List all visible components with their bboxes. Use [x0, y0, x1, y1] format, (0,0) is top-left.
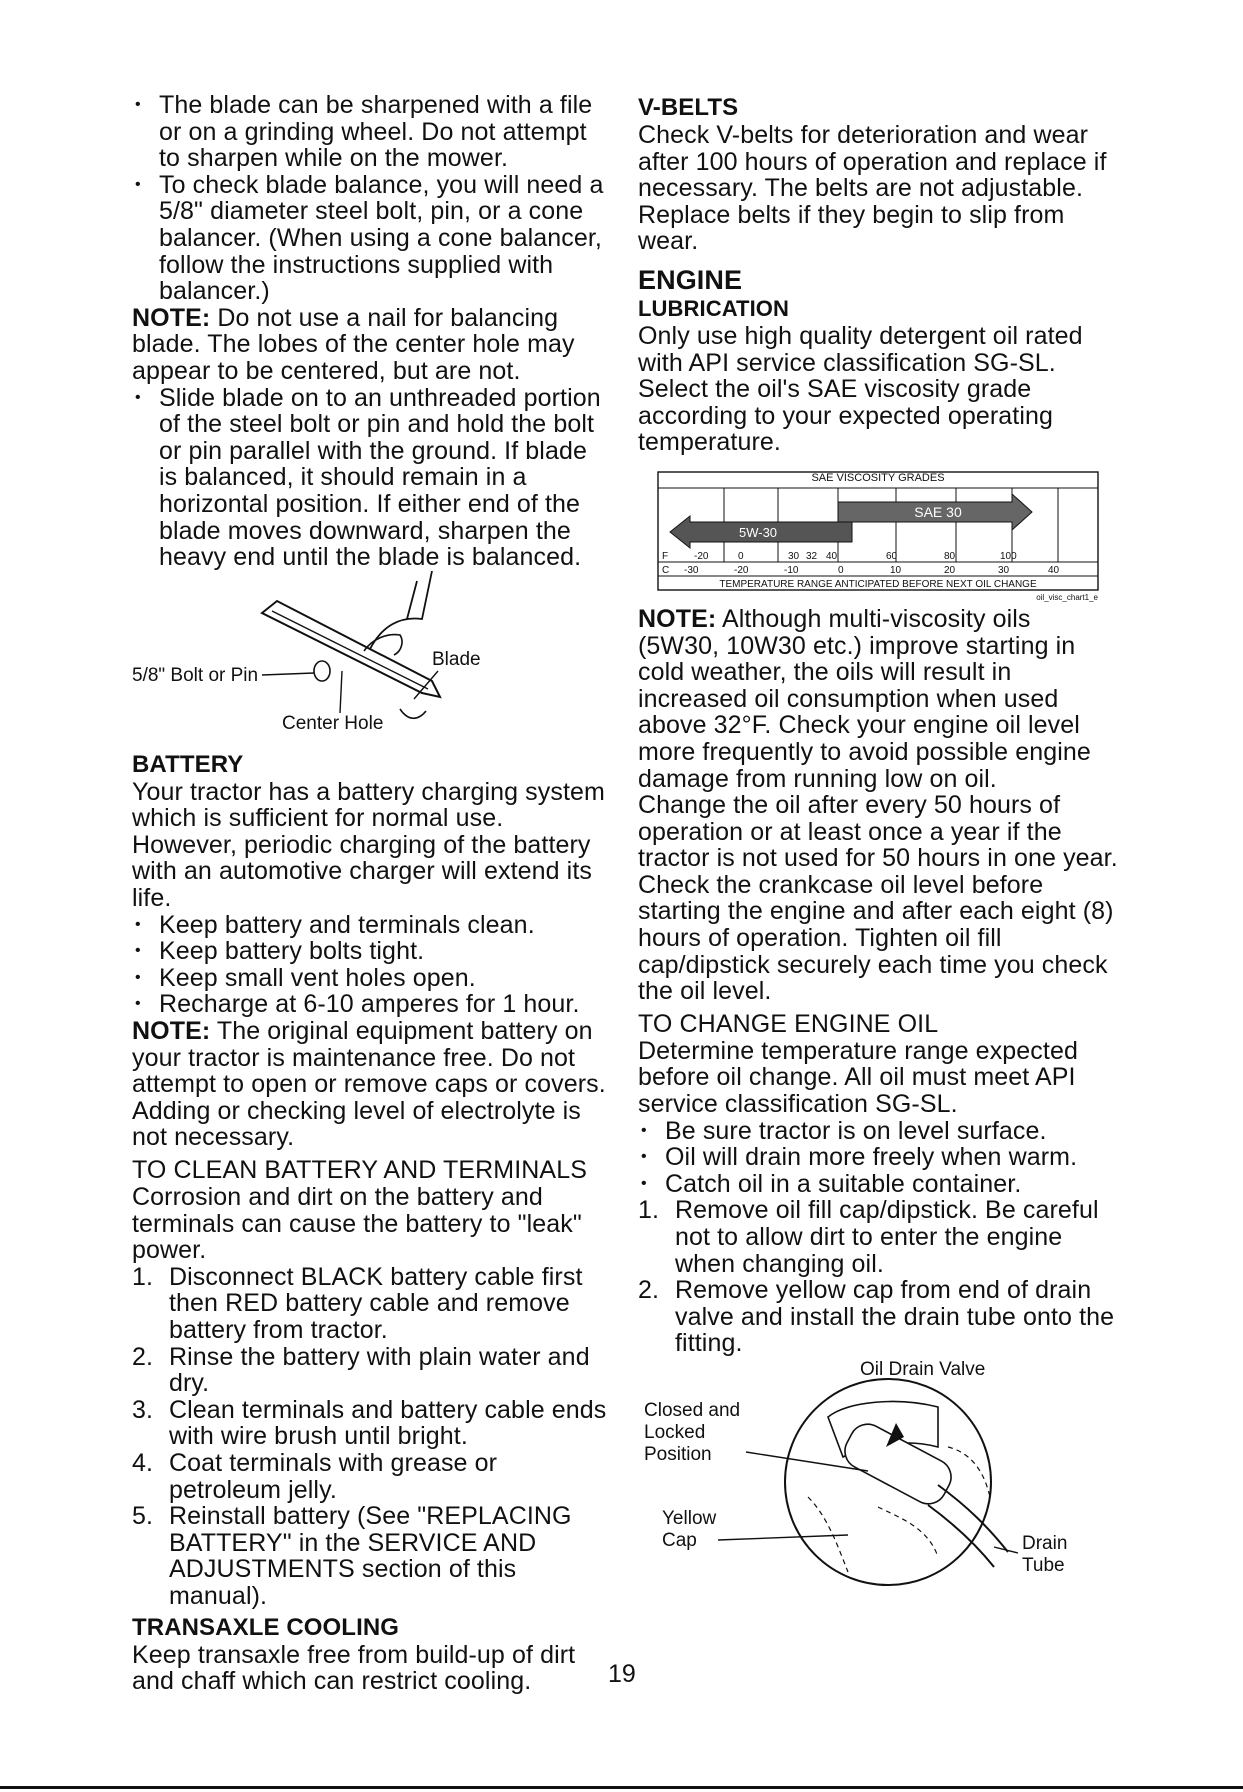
oil-drain-figure — [638, 1357, 1118, 1597]
clean-step — [132, 1397, 612, 1450]
bolt-shape — [314, 661, 330, 681]
bullet-slide-blade: • Slide blade on to an unthreaded portion of the steel bolt or pin and hold the bolt or pin parallel with the ground. If blade is balanced, it should remain in a horizontal position. If either end of the blade moves downward, sharpen the heavy end until the blade is balanced. — [132, 385, 612, 571]
blade-balance-figure — [132, 571, 612, 751]
step-text: Clean terminals and battery cable ends with wire brush until bright. — [169, 1395, 607, 1451]
note-maintenance — [132, 1018, 612, 1151]
sae-chart-svg — [638, 466, 1118, 606]
c-tick-label: 10 — [890, 564, 902, 576]
chart-footer: TEMPERATURE RANGE ANTICIPATED BEFORE NEXT OIL CHANGE — [719, 578, 1037, 590]
change-bullet: • Oil will drain more freely when warm. — [638, 1144, 1118, 1171]
right-column — [638, 92, 1118, 1597]
note-label: NOTE: — [638, 604, 717, 633]
clean-step — [132, 1344, 612, 1397]
battery-bullet: • Keep battery and terminals clean. — [132, 912, 612, 939]
c-axis-label: C — [662, 564, 670, 576]
step-number: 4. — [132, 1448, 154, 1477]
c-tick-label: -30 — [684, 564, 699, 576]
battery-heading: BATTERY — [132, 750, 244, 778]
battery-text: Your tractor has a battery charging system which is sufficient for normal use. However, periodic charging of the battery with an automotive charger will extend its life. — [132, 777, 605, 913]
change-bullet: • Be sure tractor is on level surface. — [638, 1118, 1118, 1145]
blade-balance-illustration — [132, 571, 612, 751]
f-tick-label: 80 — [944, 550, 956, 562]
step-text: Coat terminals with grease or petroleum jelly. — [169, 1448, 498, 1504]
oil-drain-illustration — [638, 1357, 1118, 1597]
vbelts-text: Check V-belts for deterioration and wear after 100 hours of operation and replace if necessary. The belts are not adjustable. Replace belts if they begin to slip from wear. — [638, 121, 1107, 256]
step-number: 3. — [132, 1395, 154, 1424]
change-step — [638, 1277, 1118, 1357]
f-tick-label: 100 — [1000, 550, 1017, 562]
step-text: Remove yellow cap from end of drain valve and install the drain tube onto the fitting. — [675, 1276, 1115, 1358]
label-sae30: SAE 30 — [914, 503, 962, 520]
change-oil-heading: TO CHANGE ENGINE OIL — [638, 1009, 939, 1038]
step-text: Rinse the battery with plain water and dry. — [169, 1342, 590, 1398]
label-tube: Tube — [1022, 1554, 1065, 1576]
clean-battery-text: Corrosion and dirt on the battery and terminals can cause the battery to "leak" power. — [132, 1183, 582, 1265]
label-bolt: 5/8" Bolt or Pin — [132, 664, 259, 686]
label-blade: Blade — [432, 648, 481, 670]
step-number: 2. — [638, 1276, 660, 1305]
clean-step — [132, 1264, 612, 1344]
label-cap: Cap — [662, 1529, 697, 1551]
battery-bullet: • Recharge at 6-10 amperes for 1 hour. — [132, 991, 612, 1018]
step-text: Reinstall battery (See "REPLACING BATTERY" in the SERVICE AND ADJUSTMENTS section of this manual). — [169, 1502, 572, 1610]
transaxle-text: Keep transaxle free from build-up of dirt and chaff which can restrict cooling. — [132, 1640, 576, 1696]
c-tick-label: 30 — [998, 564, 1010, 576]
label-oil-drain-valve: Oil Drain Valve — [860, 1358, 986, 1380]
note-multiviscosity — [638, 606, 1118, 792]
sae-viscosity-chart — [638, 466, 1118, 606]
bottom-rule — [0, 1786, 1243, 1789]
label-locked: Locked — [644, 1421, 706, 1443]
change-oil-intro: Determine temperature range expected before oil change. All oil must meet API service classification SG-SL. — [638, 1036, 1078, 1119]
label-center-hole: Center Hole — [282, 712, 384, 734]
chart-title: SAE VISCOSITY GRADES — [811, 471, 945, 484]
change-bullet: • Catch oil in a suitable container. — [638, 1171, 1118, 1198]
f-tick-label: 0 — [738, 550, 744, 562]
page-number: 19 — [608, 1660, 636, 1688]
label-5w30: 5W-30 — [738, 524, 778, 540]
f-tick-label: 32 — [806, 550, 818, 562]
f-tick-label: 60 — [886, 550, 898, 562]
vbelts-heading: V-BELTS — [638, 94, 739, 121]
step-number: 2. — [132, 1342, 154, 1371]
c-tick-label: 40 — [1048, 564, 1060, 576]
bullet-sharpen: • The blade can be sharpened with a file or on a grinding wheel. Do not attempt to sharpen while on the mower. — [132, 92, 612, 172]
step-number: 5. — [132, 1502, 154, 1531]
lubrication-heading: LUBRICATION — [638, 295, 790, 321]
label-position: Position — [644, 1443, 712, 1465]
step-text: Disconnect BLACK battery cable first then RED battery cable and remove battery from tractor. — [169, 1262, 583, 1344]
clean-step — [132, 1503, 612, 1609]
step-number: 1. — [638, 1196, 660, 1225]
note-text: The original equipment battery on your tractor is maintenance free. Do not attempt to open or remove caps or covers. Adding or checking level of electrolyte is not necessary. — [132, 1017, 606, 1152]
f-tick-label: -20 — [694, 550, 709, 562]
c-tick-label: 20 — [944, 564, 956, 576]
label-yellow: Yellow — [662, 1507, 717, 1529]
label-closed: Closed and — [644, 1399, 741, 1421]
change-step — [638, 1197, 1118, 1277]
check-oil-text: Check the crankcase oil level before starting the engine and after each eight (8) hours of operation. Tighten oil fill cap/dipstick securely each time you check the oil level. — [638, 870, 1114, 1006]
label-drain: Drain — [1022, 1532, 1068, 1554]
note-label: NOTE: — [132, 1017, 211, 1046]
engine-heading: ENGINE — [638, 264, 743, 295]
left-column — [132, 92, 612, 1695]
bullet-balance: • To check blade balance, you will need a 5/8" diameter steel bolt, pin, or a cone balancer. (When using a cone balancer, follow the instructions supplied with balancer.) — [132, 172, 612, 305]
c-tick-label: -10 — [784, 564, 799, 576]
f-tick-label: 30 — [788, 550, 800, 562]
note-text: Do not use a nail for balancing blade. The lobes of the center hole may appear to be centered, but are not. — [132, 303, 575, 385]
note-label: NOTE: — [132, 303, 211, 332]
c-tick-label: 0 — [838, 564, 844, 576]
lubrication-text: Only use high quality detergent oil rated with API service classification SG-SL. Select the oil's SAE viscosity grade according to your expected operating temperature. — [638, 321, 1083, 457]
chart-code: oil_visc_chart1_e — [1036, 592, 1098, 602]
step-number: 1. — [132, 1262, 154, 1291]
change-oil-text: Change the oil after every 50 hours of operation or at least once a year if the tractor is not used for 50 hours in one year. — [638, 791, 1118, 873]
clean-battery-heading: TO CLEAN BATTERY AND TERMINALS — [132, 1156, 587, 1184]
f-tick-label: 40 — [826, 550, 838, 562]
f-axis-label: F — [662, 550, 669, 562]
step-text: Remove oil fill cap/dipstick. Be careful not to allow dirt to enter the engine when changing oil. — [675, 1196, 1099, 1278]
note-nail — [132, 305, 612, 385]
note-text: Although multi-viscosity oils (5W30, 10W30 etc.) improve starting in cold weather, the oils will result in increased oil consumption when used above 32°F. Check your engine oil level more frequently to avoid possible engine damage from running low on oil. — [638, 604, 1091, 793]
clean-step — [132, 1450, 612, 1503]
transaxle-heading: TRANSAXLE COOLING — [132, 1613, 400, 1641]
c-tick-label: -20 — [734, 564, 749, 576]
battery-bullet: • Keep battery bolts tight. — [132, 938, 612, 965]
blade-shape — [262, 601, 440, 697]
battery-bullet: • Keep small vent holes open. — [132, 965, 612, 992]
